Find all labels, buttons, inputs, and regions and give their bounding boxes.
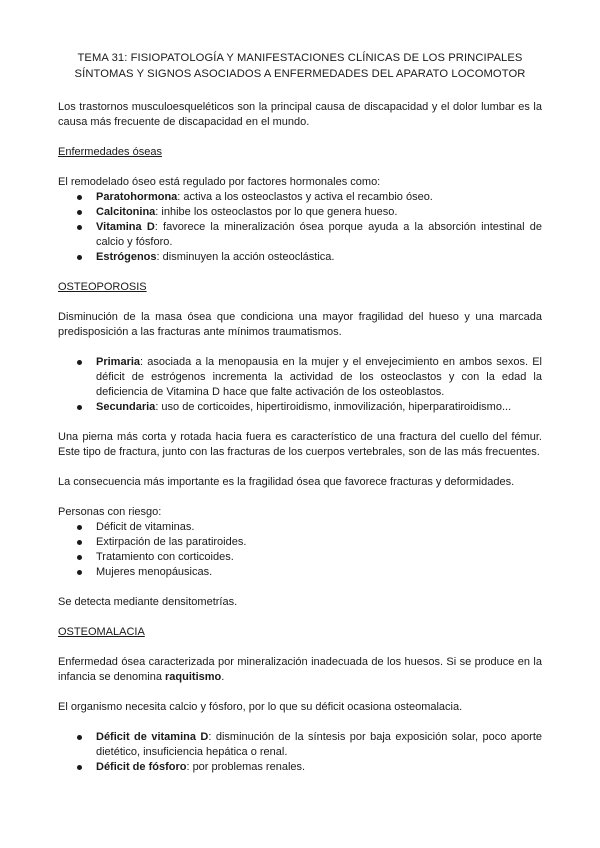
bullet-icon — [77, 405, 82, 410]
bone-diseases-heading: Enfermedades óseas — [58, 146, 162, 158]
list-item — [96, 730, 542, 760]
list-item — [96, 565, 542, 580]
list-item-term: Estrógenos — [96, 251, 157, 263]
list-item-text: : asociada a la menopausia en la mujer y el envejecimiento en ambos sexos. El déficit de estrógenos incrementa la actividad de los osteoclastos y con la edad la deficiencia de Vitamina D hace que falte activación de los osteoblastos. — [96, 356, 542, 398]
list-item-text: : activa a los osteoclastos y activa el recambio óseo. — [177, 191, 433, 203]
list-item-text: Extirpación de las paratiroides. — [96, 536, 247, 548]
list-item-text: : uso de corticoides, hipertiroidismo, inmovilización, hiperparatiroidismo... — [155, 401, 512, 413]
definition-text: Enfermedad ósea caracterizada por mineralización inadecuada de los huesos. Si se produce en la infancia se denomina — [58, 656, 542, 683]
list-item — [96, 205, 542, 220]
bullet-icon — [77, 765, 82, 770]
bullet-icon — [77, 525, 82, 530]
definition-end: . — [221, 671, 225, 683]
fracture-paragraph: Una pierna más corta y rotada hacia fuera es característico de una fractura del cuello del fémur. Este tipo de fractura, junto con las fracturas de los cuerpos vertebrales, son de las más frecuentes. — [58, 431, 542, 458]
list-item — [96, 520, 542, 535]
osteomalacia-definition — [58, 655, 542, 685]
list-item-text: : por problemas renales. — [186, 761, 306, 773]
osteomalacia-cause: El organismo necesita calcio y fósforo, por lo que su déficit ocasiona osteomalacia. — [58, 701, 463, 713]
list-item — [96, 190, 542, 205]
osteoporosis-heading: OSTEOPOROSIS — [58, 281, 147, 293]
list-item-term: Primaria — [96, 356, 141, 368]
list-item — [96, 250, 542, 265]
list-item-text: : disminución de la síntesis por baja exposición solar, poco aporte dietético, insuficiencia hepática o renal. — [96, 731, 543, 758]
list-item-term: Déficit de fósforo — [96, 761, 187, 773]
list-item — [96, 355, 542, 400]
list-item-term: Calcitonina — [96, 206, 156, 218]
list-item — [96, 550, 542, 565]
osteoporosis-types-list — [58, 355, 542, 415]
bullet-icon — [77, 735, 82, 740]
risk-list — [58, 520, 542, 580]
hormone-list — [58, 190, 542, 265]
document-title — [58, 50, 542, 82]
bone-diseases-lead: El remodelado óseo está regulado por factores hormonales como: — [58, 176, 381, 188]
bullet-icon — [77, 210, 82, 215]
list-item-term: Secundaria — [96, 401, 156, 413]
title-line-2: SÍNTOMAS Y SIGNOS ASOCIADOS A ENFERMEDADES DEL APARATO LOCOMOTOR — [74, 68, 526, 80]
list-item-term: Déficit de vitamina D — [96, 731, 209, 743]
list-item-text: Déficit de vitaminas. — [96, 521, 195, 533]
bullet-icon — [77, 255, 82, 260]
list-item-text: : disminuyen la acción osteoclástica. — [156, 251, 335, 263]
list-item — [96, 220, 542, 250]
bullet-icon — [77, 360, 82, 365]
osteoporosis-definition: Disminución de la masa ósea que condiciona una mayor fragilidad del hueso y una marcada predisposición a las fracturas ante mínimos traumatismos. — [58, 311, 542, 338]
bullet-icon — [77, 570, 82, 575]
bullet-icon — [77, 225, 82, 230]
list-item-term: Paratohormona — [96, 191, 178, 203]
list-item-text: Tratamiento con corticoides. — [96, 551, 234, 563]
definition-term: raquitismo — [165, 671, 222, 683]
osteomalacia-list — [58, 730, 542, 775]
consequence-paragraph: La consecuencia más importante es la fragilidad ósea que favorece fracturas y deformidades. — [58, 476, 515, 488]
intro-paragraph: Los trastornos musculoesqueléticos son la principal causa de discapacidad y el dolor lumbar es la causa más frecuente de discapacidad en el mundo. — [58, 101, 542, 128]
list-item-text: : inhibe los osteoclastos por lo que genera hueso. — [155, 206, 398, 218]
list-item-term: Vitamina D — [96, 221, 155, 233]
list-item-text: Mujeres menopáusicas. — [96, 566, 213, 578]
list-item — [96, 535, 542, 550]
title-line-1: TEMA 31: FISIOPATOLOGÍA Y MANIFESTACIONES CLÍNICAS DE LOS PRINCIPALES — [77, 52, 523, 64]
osteomalacia-heading: OSTEOMALACIA — [58, 626, 145, 638]
risk-lead: Personas con riesgo: — [58, 506, 162, 518]
bullet-icon — [77, 195, 82, 200]
list-item-text: : favorece la mineralización ósea porque ayuda a la absorción intestinal de calcio y fósforo. — [96, 221, 542, 248]
bullet-icon — [77, 540, 82, 545]
detection-paragraph: Se detecta mediante densitometrías. — [58, 596, 238, 608]
list-item — [96, 760, 542, 775]
bullet-icon — [77, 555, 82, 560]
list-item — [96, 400, 542, 415]
